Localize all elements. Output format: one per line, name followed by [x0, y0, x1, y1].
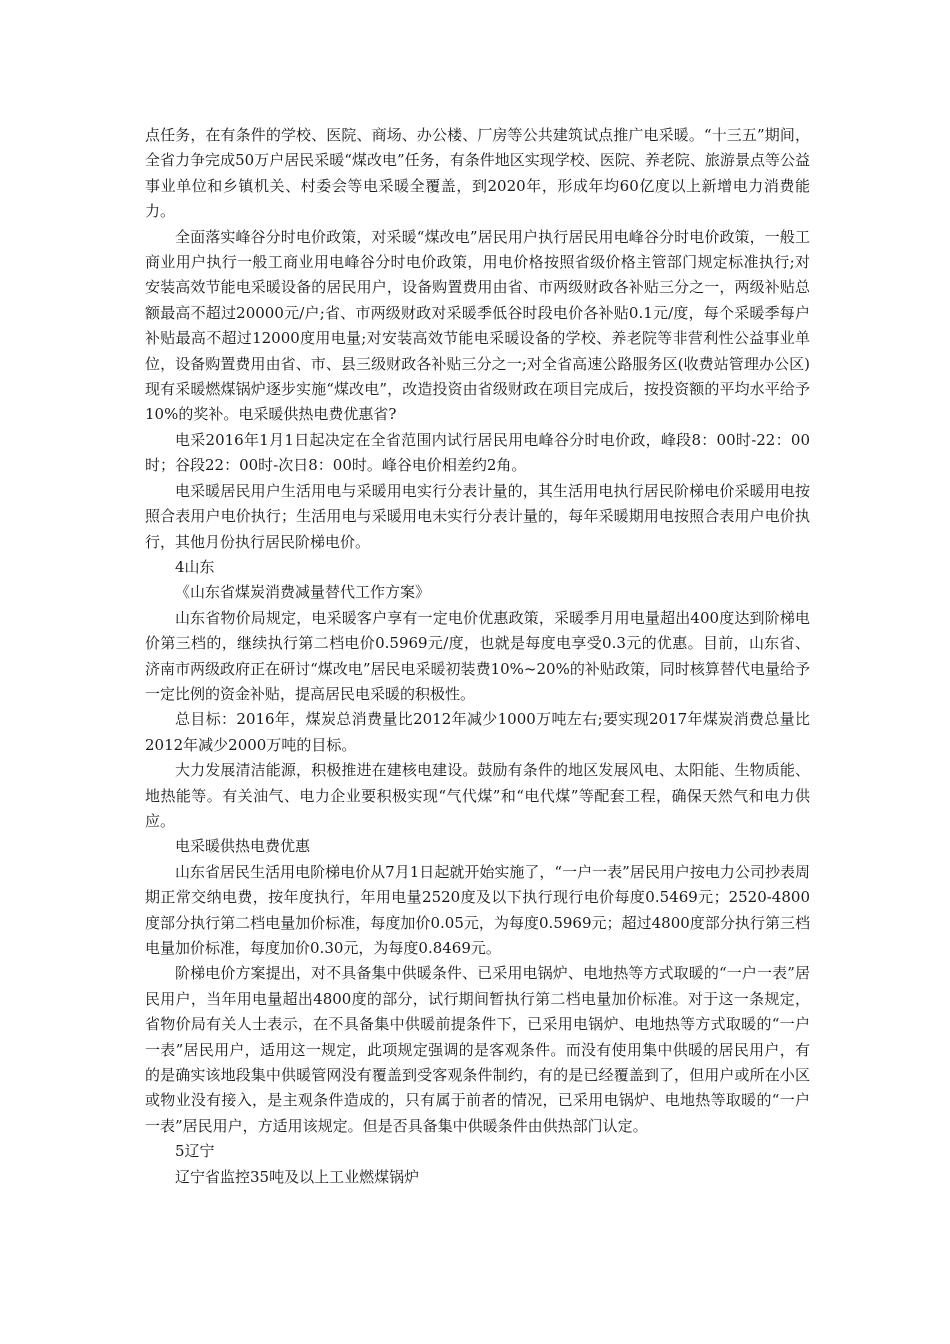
paragraph-tiered-pricing: 山东省居民生活用电阶梯电价从7月1日起就开始实施了，“一户一表”居民用户按电力公司抄表周期正常交纳电费，按年度执行，年用电量2520度及以下执行现行电价每度0.5469元；2520-4800度部分执行第二档电量加价标准，每度加价0.05元，为每度0.5969元；超过4800度部分执行第三档电量加价标准，每度加价0.30元，为每度0.8469元。: [145, 862, 810, 957]
subheading-electric-heating-discount: 电采暖供热电费优惠: [175, 837, 311, 856]
doc-title-shandong-plan: 《山东省煤炭消费减量替代工作方案》: [175, 583, 431, 602]
paragraph-tiered-plan-details: 阶梯电价方案提出，对不具备集中供暖条件、已采用电锅炉、电地热等方式取暖的“一户一表”居民用户，当年用电量超出4800度的部分，试行期间暂执行第二档电量加价标准。对于这一条规定，省物价局有关人士表示，在不具备集中供暖前提条件下，已采用电锅炉、电地热等方式取暖的“一户一表”居民用户，适用这一规定，此项规定强调的是客观条件。而没有使用集中供暖的居民用户，有的是确实该地段集中供暖管网没有覆盖到受客观条件制约，有的是已经覆盖到了，但用户或所在小区或物业没有接入，是主观条件造成的，只有属于前者的情况，已采用电锅炉、电地热等取暖的“一户一表”居民用户，方适用该规定。但是否具备集中供暖条件由供热部门认定。: [145, 964, 810, 1135]
section-heading-liaoning: 5辽宁: [175, 1142, 215, 1161]
section-heading-shandong: 4山东: [175, 557, 215, 576]
document-page: [145, 123, 810, 1190]
paragraph-separate-metering: 电采暖居民用户生活用电与采暖用电实行分表计量的，其生活用电执行居民阶梯电价采暖用电按照合表用户电价执行；生活用电与采暖用电未实行分表计量的，每年采暖期用电按照合表用户电价执行，其他月份执行居民阶梯电价。: [145, 481, 810, 551]
paragraph-shandong-price-bureau: 山东省物价局规定，电采暖客户享有一定电价优惠政策，采暖季月用电量超出400度达到阶梯电价第三档的，继续执行第二档电价0.5969元/度，也就是每度电享受0.3元的优惠。目前，山东省、济南市两级政府正在研讨“煤改电”居民电采暖初装费10%~20%的补贴政策，同时核算替代电量给予一定比例的资金补贴，提高居民电采暖的积极性。: [145, 608, 810, 703]
paragraph-clean-energy: 大力发展清洁能源，积极推进在建核电建设。鼓励有条件的地区发展风电、太阳能、生物质能、地热能等。有关油气、电力企业要积极实现“气代煤”和“电代煤”等配套工程，确保天然气和电力供应。: [145, 761, 810, 830]
paragraph-overall-goal: 总目标：2016年，煤炭总消费量比2012年减少1000万吨左右;要实现2017年煤炭消费总量比2012年减少2000万吨的目标。: [145, 710, 810, 754]
paragraph-liaoning-boilers: 辽宁省监控35吨及以上工业燃煤锅炉: [175, 1167, 420, 1186]
paragraph-time-of-use: 电采2016年1月1日起决定在全省范围内试行居民用电峰谷分时电价政，峰段8：00时-22：00时；谷段22：00时-次日8：00时。峰谷电价相差约2角。: [145, 430, 810, 475]
paragraph-beijing-cont: 点任务，在有条件的学校、医院、商场、办公楼、厂房等公共建筑试点推广电采暖。“十三五”期间，全省力争完成50万户居民采暖“煤改电”任务，有条件地区实现学校、医院、养老院、旅游景点等公益事业单位和乡镇机关、村委会等电采暖全覆盖，到2020年，形成年均60亿度以上新增电力消费能力。: [145, 126, 810, 221]
paragraph-peak-valley-policy: 全面落实峰谷分时电价政策，对采暖“煤改电”居民用户执行居民用电峰谷分时电价政策，一般工商业用户执行一般工商业用电峰谷分时电价政策，用电价格按照省级价格主管部门规定标准执行;对安装高效节能电采暖设备的居民用户，设备购置费用由省、市两级财政各补贴三分之一，两级补贴总额最高不超过20000元/户;省、市两级财政对采暖季低谷时段电价各补贴0.1元/度，每个采暖季每户补贴最高不超过12000度用电量;对安装高效节能电采暖设备的学校、养老院等非营利性公益事业单位，设备购置费用由省、市、县三级财政各补贴三分之一;对全省高速公路服务区(收费站管理办公区)现有采暖燃煤锅炉逐步实施“煤改电”，改造投资由省级财政在项目完成后，按投资额的平均水平给予10%的奖补。电采暖供热电费优惠省?: [145, 227, 810, 424]
